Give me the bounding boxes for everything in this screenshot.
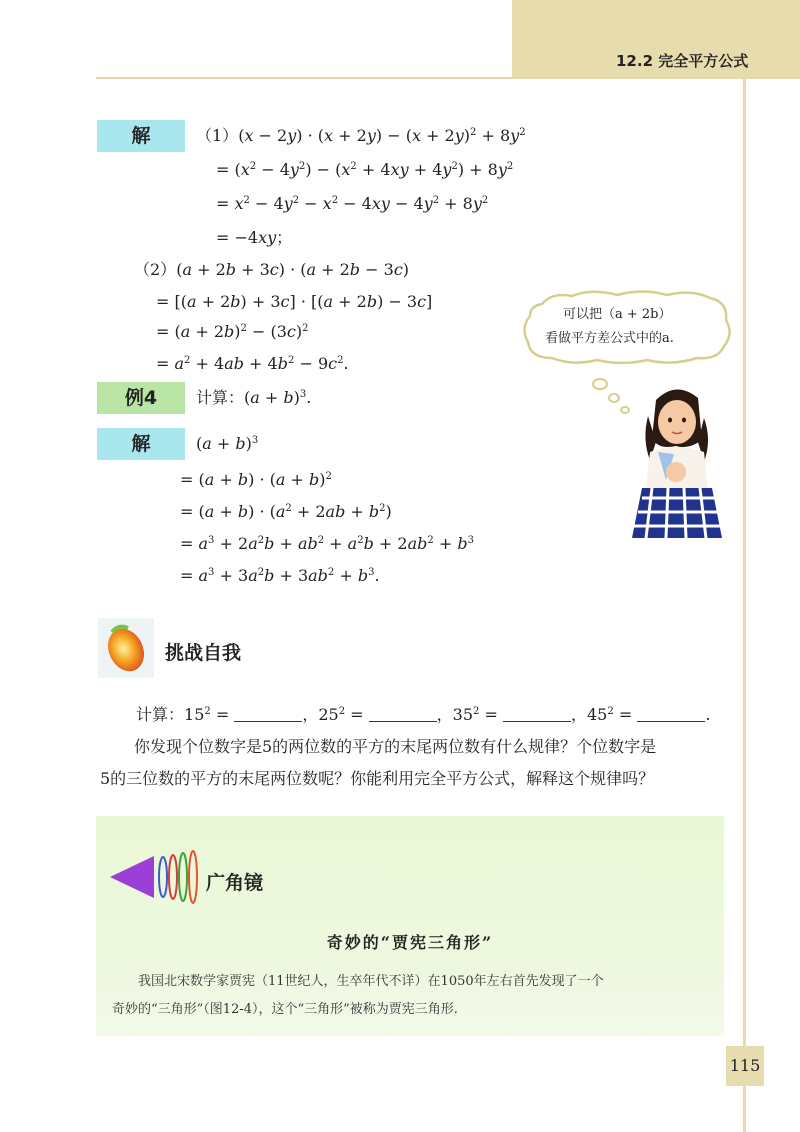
solution1-line2: = $(x^2 - 4y^2) - (x^2 + 4xy + 4y^2) + 8y^2$ — [216, 160, 514, 179]
solution1-line3: = $x^2 - 4y^2 - x^2 - 4xy - 4y^2 + 8y^2$ — [216, 194, 489, 213]
example4-line1: $(a + b)^3$ — [196, 434, 259, 453]
solution1-line4: = −4xy； — [216, 228, 293, 247]
solution1-line1: $(1)(x - 2y) \cdot (x + 2y) - (x + 2y)^2 + 8y^2$ — [196, 126, 526, 145]
section-title: 12.2 完全平方公式 — [616, 52, 749, 70]
challenge-paragraph-1: 你发现个位数字是5的两位数的平方的末尾两位数有什么规律？个位数字是 — [134, 737, 657, 756]
example-label: 例4 — [97, 382, 185, 414]
solution2-line4: = $a^2 + 4ab + 4b^2 - 9c^2$. — [156, 354, 349, 373]
girl-illustration — [628, 380, 724, 538]
example4-line3: = $(a + b) \cdot (a^2 + 2ab + b^2)$ — [180, 502, 392, 521]
challenge-paragraph-2: 5的三位数的平方的末尾两位数呢？你能利用完全平方公式，解释这个规律吗？ — [100, 769, 655, 788]
article-title: 奇妙的“贾宪三角形” — [326, 933, 494, 952]
challenge-calc: 计算：$15^2$ = ，$25^2$ = ，$35^2$ = ，$45^2$ = . — [136, 705, 711, 724]
challenge-title: 挑战自我 — [165, 642, 242, 664]
solution-label: 解 — [97, 120, 185, 152]
solution-label-2: 解 — [97, 428, 185, 460]
challenge-icon — [98, 618, 154, 678]
solution2-line3: = $(a + 2b)^2 - (3c)^2$ — [156, 322, 309, 341]
wide-angle-title: 广角镜 — [206, 872, 264, 894]
example4-prompt: 计算：$(a + b)^3$. — [196, 388, 312, 407]
example4-line4: = $a^3 + 2a^2b + ab^2 + a^2b + 2ab^2 + b^3$ — [180, 534, 474, 553]
solution2-line1: （2）(a + 2b + 3c) · (a + 2b − 3c) — [134, 260, 410, 279]
page-number: 115 — [726, 1046, 764, 1086]
margin-rule — [743, 78, 746, 1132]
example4-line5: = $a^3 + 3a^2b + 3ab^2 + b^3$. — [180, 566, 380, 585]
megaphone-icon — [110, 850, 200, 904]
header-rule — [96, 77, 800, 79]
example4-line2: = $(a + b) \cdot (a + b)^2$ — [180, 470, 332, 489]
article-line-1: 我国北宋数学家贾宪（11世纪人，生卒年代不详）在1050年左右首先发现了一个 — [138, 974, 604, 989]
solution2-line2: = [(a + 2b) + 3c] · [(a + 2b) − 3c] — [156, 292, 433, 311]
thought-text: 可以把（a + 2b） 看做平方差公式中的a. — [545, 307, 674, 346]
article-line-2: 奇妙的“三角形”（图12-4），这个“三角形”被称为贾宪三角形. — [112, 1002, 458, 1017]
